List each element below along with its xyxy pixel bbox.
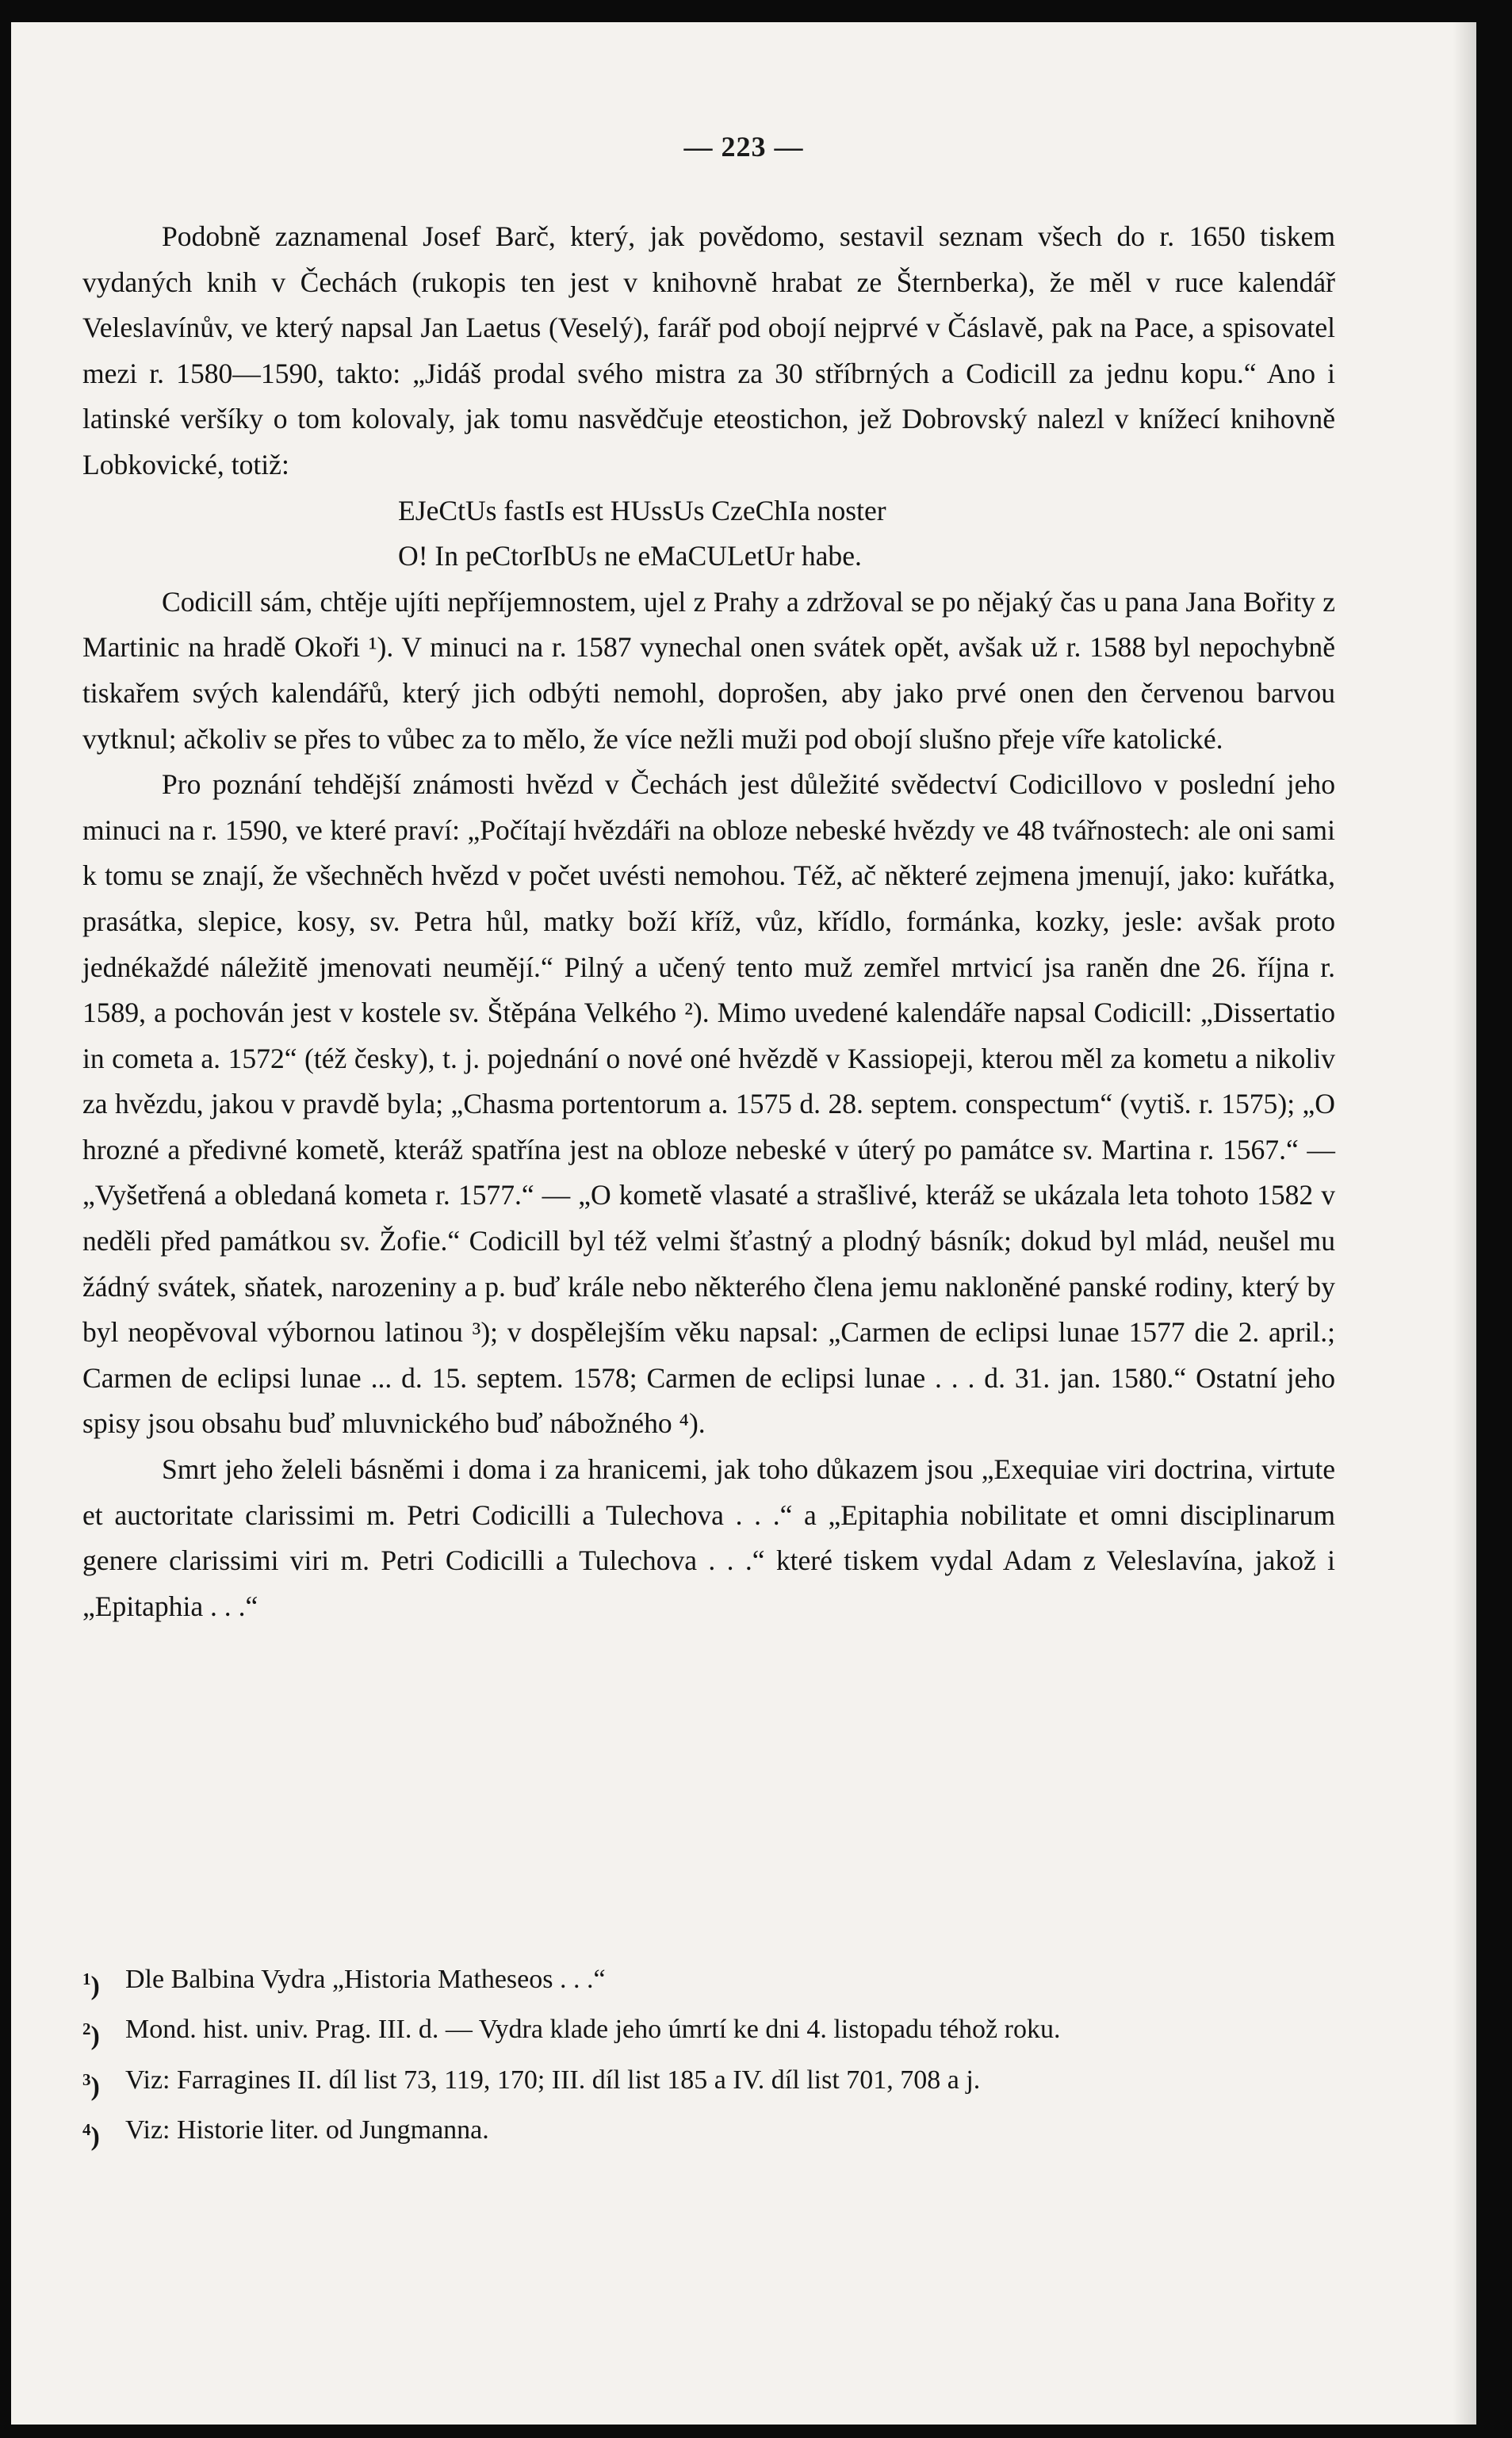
footnote-text: Viz: Farragines II. díl list 73, 119, 170; III. díl list 185 a IV. díl list 701, 708 a j. <box>125 2065 981 2095</box>
footnotes <box>82 1958 1335 2158</box>
verse-line-2: O! In peCtorIbUs ne eMaCULetUr habe. <box>398 540 862 572</box>
footnote <box>82 2108 1335 2158</box>
footnote-text: Mond. hist. univ. Prag. III. d. — Vydra klade jeho úmrtí ke dni 4. listopadu téhož roku. <box>125 2015 1061 2045</box>
verse-line-1: EJeCtUs fastIs est HUssUs CzeChIa noster <box>398 494 886 526</box>
footnote-mark: $^3$) <box>82 2069 100 2101</box>
paragraph-2: Codicill sám, chtěje ujíti nepříjemnostem, ujel z Prahy a zdržoval se po nějaký čas u pana Jana Bořity z Martinic na hradě Okoři ¹). V minuci na r. 1587 vynechal onen svátek opět, avšak už r. 1588 byl nepochybně tiskařem svých kalendářů, který jich odbýti nemohl, doprošen, aby jako prvé onen den červenou barvou vytknul; ačkoliv se přes to vůbec za to mělo, že více nežli muži pod obojí slušno přeje víře katolické. <box>82 585 1335 755</box>
paragraph-1: Podobně zaznamenal Josef Barč, který, jak povědomo, sestavil seznam všech do r. 1650 tiskem vydaných knih v Čechách (rukopis ten jest v knihovně hrabat ze Šternberka), že měl v ruce kalendář Veleslavínův, ve který napsal Jan Laetus (Veselý), farář pod obojí nejprvé v Čáslavě, pak na Pace, a spisovatel mezi r. 1580—1590, takto: „Jidáš prodal svého mistra za 30 stříbrných a Codicill za jednu kopu.“ Ano i latinské veršíky o tom kolovaly, jak tomu nasvědčuje eteostichon, jež Dobrovský nalezl v knížecí knihovně Lobkovické, totiž: <box>82 220 1335 480</box>
footnote <box>82 2058 1335 2108</box>
footnote <box>82 1958 1335 2007</box>
page-number: — 223 — <box>683 131 804 163</box>
footnote-mark: $^2$) <box>82 2019 100 2051</box>
footnote-text: Dle Balbina Vydra „Historia Matheseos . . .“ <box>125 1965 606 1994</box>
footnote-mark: $^4$) <box>82 2119 100 2152</box>
footnote <box>82 2007 1335 2057</box>
footnote-text: Viz: Historie liter. od Jungmanna. <box>125 2115 489 2145</box>
page-edge-shadow <box>1453 22 1476 2425</box>
main-text <box>82 214 1335 1629</box>
book-page <box>11 22 1476 2425</box>
footnote-mark: $^1$) <box>82 1969 100 2001</box>
paragraph-4: Smrt jeho želeli básněmi i doma i za hranicemi, jak toho důkazem jsou „Exequiae viri doctrina, virtute et auctoritate clarissimi m. Petri Codicilli a Tulechova . . .“ a „Epitaphia nobilitate et omni disciplinarum genere clarissimi viri m. Petri Codicilli a Tulechova . . .“ které tiskem vydal Adam z Veleslavína, jakož i „Epitaphia . . .“ <box>82 1453 1335 1622</box>
paragraph-3: Pro poznání tehdější známosti hvězd v Čechách jest důležité svědectví Codicillovo v poslední jeho minuci na r. 1590, ve které praví: „Počítají hvězdáři na obloze nebeské hvězdy ve 48 tvářnostech: ale oni sami k tomu se znají, že všechněch hvězd v počet uvésti nemohou. Též, ač některé zejmena jmenují, jako: kuřátka, prasátka, slepice, kosy, sv. Petra hůl, matky boží kříž, vůz, křídlo, formánka, kozky, jesle: avšak proto jednékaždé náležitě jmenovati neumějí.“ Pilný a učený tento muž zemřel mrtvicí jsa raněn dne 26. října r. 1589, a pochován jest v kostele sv. Štěpána Velkého ²). Mimo uvedené kalendáře napsal Codicill: „Dissertatio in cometa a. 1572“ (též česky), t. j. pojednání o nové oné hvězdě v Kassiopeji, kterou měl za kometu a nikoliv za hvězdu, jakou v pravdě byla; „Chasma portentorum a. 1575 d. 28. septem. conspectum“ (vytiš. r. 1575); „O hrozné a předivné kometě, kteráž spatřína jest na obloze nebeské v úterý po památce sv. Martina r. 1567.“ — „Vyšetřená a obledaná kometa r. 1577.“ — „O kometě vlasaté a strašlivé, kteráž se ukázala leta tohoto 1582 v neděli před památkou sv. Žofie.“ Codicill byl též velmi šťastný a plodný básník; dokud byl mlád, neušel mu žádný svátek, sňatek, narozeniny a p. buď krále nebo některého člena jemu nakloněné panské rodiny, který by byl neopěvoval výbornou latinou ³); v dospělejším věku napsal: „Carmen de eclipsi lunae 1577 die 2. april.; Carmen de eclipsi lunae ... d. 15. septem. 1578; Carmen de eclipsi lunae . . . d. 31. jan. 1580.“ Ostatní jeho spisy jsou obsahu buď mluvnického buď nábožného ⁴). <box>82 768 1335 1440</box>
